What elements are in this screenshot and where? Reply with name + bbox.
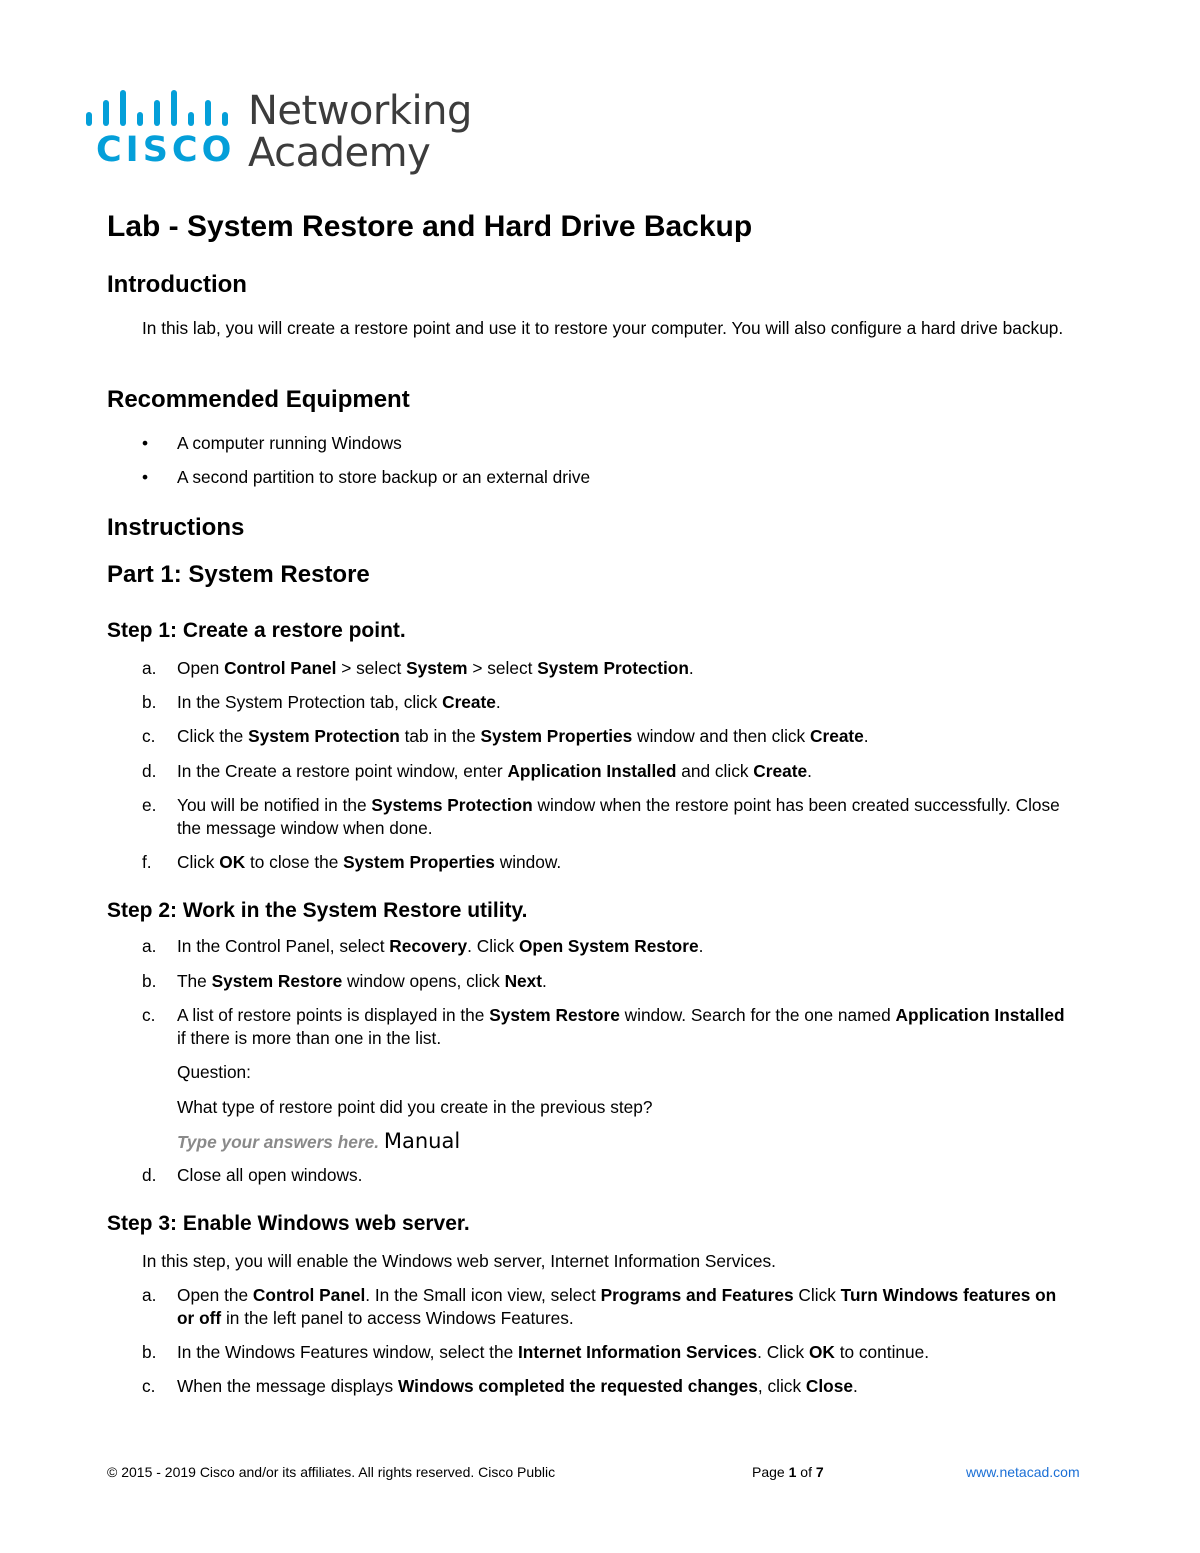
item-text: Close all open windows. [177,1165,363,1185]
instructions-heading: Instructions [107,514,245,541]
item-label: d. [142,761,157,781]
item-label: a. [142,658,157,678]
page-title: Lab - System Restore and Hard Drive Backup [107,210,753,243]
item-text: Open the Control Panel. In the Small icon view, select Programs and Features Click Turn Windows features on or off in the left panel to access Windows Features. [177,1285,1057,1328]
logo-networking: Networking [248,88,472,134]
item-label: b. [142,971,157,991]
item-text: A list of restore points is displayed in the System Restore window. Search for the one named Application Installed if there is more than one in the list. [177,1005,1065,1048]
item-label: c. [142,1376,156,1396]
item-text: When the message displays Windows completed the requested changes, click Close. [177,1376,858,1396]
item-text: In the Create a restore point window, enter Application Installed and click Create. [177,761,812,781]
logo-academy: Academy [248,130,431,176]
answer-prompt: Type your answers here. [177,1132,380,1152]
item-label: d. [142,1165,157,1185]
footer-copyright: © 2015 - 2019 Cisco and/or its affiliates. All rights reserved. Cisco Public [107,1464,556,1480]
answer-field[interactable] [177,1130,1117,1154]
item-text: In the System Protection tab, click Create. [177,692,501,712]
item-label: b. [142,692,157,712]
item-text: Click the System Protection tab in the System Properties window and then click Create. [177,726,869,746]
cisco-networking-academy-logo [86,86,486,186]
introduction-text: In this lab, you will create a restore point and use it to restore your computer. You will also configure a hard drive backup. [142,318,1064,338]
item-text: In the Control Panel, select Recovery. Click Open System Restore. [177,936,704,956]
item-text: Click OK to close the System Properties window. [177,852,562,872]
item-label: c. [142,726,156,746]
item-label: c. [142,1005,156,1025]
item-text: You will be notified in the Systems Protection window when the restore point has been created successfully. Close the message window when done. [177,795,1060,838]
item-text: The System Restore window opens, click Next. [177,971,547,991]
introduction-heading: Introduction [107,271,247,298]
item-label: b. [142,1342,157,1362]
footer-page-number: Page 1 of 7 [752,1464,824,1480]
footer-link-wrap [966,1464,1080,1480]
netacad-link[interactable]: www.netacad.com [966,1464,1080,1480]
part1-heading: Part 1: System Restore [107,561,370,588]
step1-heading: Step 1: Create a restore point. [107,619,406,642]
step3-heading: Step 3: Enable Windows web server. [107,1212,470,1235]
item-label: a. [142,936,157,956]
item-text: In the Windows Features window, select the Internet Information Services. Click OK to continue. [177,1342,930,1362]
item-label: e. [142,795,157,815]
answer-text: Manual [383,1129,461,1153]
step2-heading: Step 2: Work in the System Restore utility. [107,899,528,922]
item-text: Open Control Panel > select System > select System Protection. [177,658,694,678]
question-label: Question: [177,1062,251,1082]
bullet-icon: • [142,467,149,487]
cisco-wordmark: CISCO [96,130,236,170]
step3-intro: In this step, you will enable the Windows web server, Internet Information Services. [142,1251,776,1271]
item-label: a. [142,1285,157,1305]
equipment-heading: Recommended Equipment [107,386,410,413]
item-label: f. [142,852,152,872]
question-text: What type of restore point did you create in the previous step? [177,1097,653,1117]
bullet-icon: • [142,433,149,453]
